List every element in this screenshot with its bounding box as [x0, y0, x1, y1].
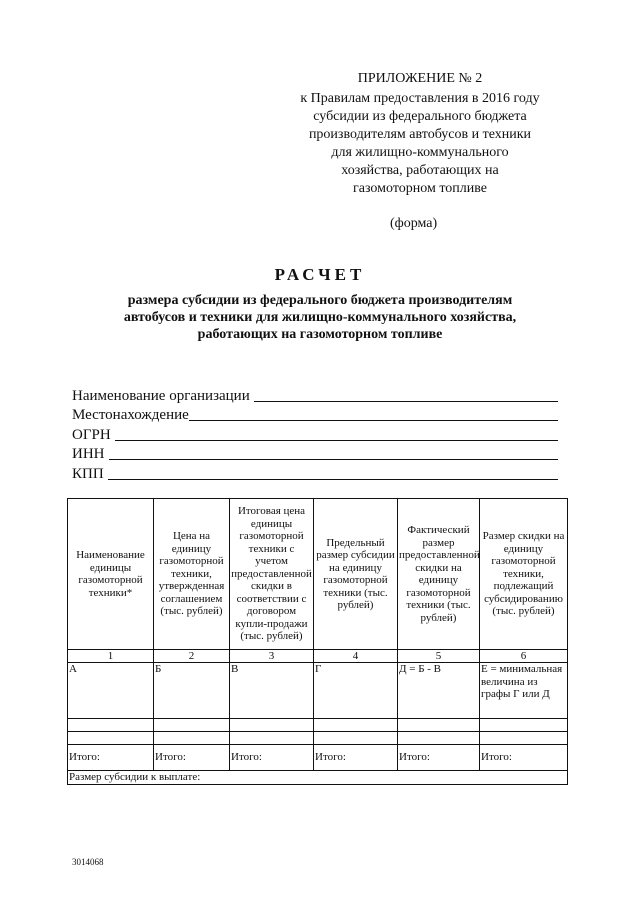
field-location[interactable]: [72, 405, 558, 425]
header-cell: Размер скидки на единицу газомоторной техники, подлежащий субсидированию (тыс. рублей): [480, 499, 568, 650]
calculation-table: [67, 498, 568, 785]
empty-cell[interactable]: [68, 732, 154, 745]
totals-cell: Итого:: [314, 745, 398, 771]
appendix-line: хозяйства, работающих на: [341, 163, 499, 178]
payment-cell[interactable]: Размер субсидии к выплате:: [68, 771, 568, 785]
empty-cell[interactable]: [68, 719, 154, 732]
totals-row: [68, 745, 568, 771]
field-ogrn[interactable]: [72, 424, 558, 444]
table-row-empty: [68, 719, 568, 732]
row-label-cell[interactable]: Г: [314, 663, 398, 719]
totals-cell: Итого:: [154, 745, 230, 771]
appendix-line: производителям автобусов и техники: [308, 127, 532, 142]
appendix-block: [270, 70, 570, 198]
totals-cell: Итого:: [398, 745, 480, 771]
field-label: Наименование организации: [72, 387, 250, 404]
empty-cell[interactable]: [398, 719, 480, 732]
row-label-cell[interactable]: В: [230, 663, 314, 719]
row-label-cell[interactable]: А: [68, 663, 154, 719]
table-row-empty: [68, 732, 568, 745]
fill-line[interactable]: [108, 479, 558, 480]
header-cell: Наименование единицы газомоторной техники*: [68, 499, 154, 650]
column-number: 2: [154, 650, 230, 663]
field-kpp[interactable]: [72, 463, 558, 483]
empty-cell[interactable]: [230, 732, 314, 745]
fill-line[interactable]: [189, 420, 558, 421]
fill-line[interactable]: [254, 401, 558, 402]
field-inn[interactable]: [72, 444, 558, 464]
subtitle-line: работающих на газомоторном топливе: [197, 327, 443, 342]
column-number: 3: [230, 650, 314, 663]
document-code: 3014068: [72, 857, 104, 867]
empty-cell[interactable]: [480, 732, 568, 745]
payment-row: [68, 771, 568, 785]
totals-cell: Итого:: [480, 745, 568, 771]
field-label: КПП: [72, 465, 104, 482]
totals-cell: Итого:: [230, 745, 314, 771]
totals-cell: Итого:: [68, 745, 154, 771]
header-cell: Фактический размер предоставленной скидки на единицу газомоторной техники (тыс. рублей): [398, 499, 480, 650]
field-label: ОГРН: [72, 426, 111, 443]
column-number: 5: [398, 650, 480, 663]
subtitle-line: автобусов и техники для жилищно-коммунального хозяйства,: [123, 310, 517, 325]
header-cell: Цена на единицу газомоторной техники, утвержденная соглашением (тыс. рублей): [154, 499, 230, 650]
fill-line[interactable]: [109, 459, 559, 460]
row-label-cell[interactable]: Е = минимальная величина из графы Г или Д: [480, 663, 568, 719]
subtitle-line: размера субсидии из федерального бюджета производителям: [127, 293, 513, 308]
appendix-line: к Правилам предоставления в 2016 году: [300, 91, 540, 106]
column-number: 4: [314, 650, 398, 663]
column-number-row: [68, 650, 568, 663]
empty-cell[interactable]: [480, 719, 568, 732]
field-label: Местонахождение: [72, 407, 189, 423]
empty-cell[interactable]: [154, 719, 230, 732]
form-note: (форма): [390, 216, 438, 231]
table-row: [68, 663, 568, 719]
appendix-line: для жилищно-коммунального: [331, 145, 509, 160]
column-number: 1: [68, 650, 154, 663]
appendix-heading: ПРИЛОЖЕНИЕ № 2: [357, 71, 483, 86]
field-organization-name[interactable]: [72, 385, 558, 405]
column-number: 6: [480, 650, 568, 663]
header-cell: Итоговая цена единицы газомоторной техники с учетом предоставленной скидки в соответствии с договором купли-продажи (тыс. рублей): [230, 499, 314, 650]
organization-fields: [72, 385, 558, 483]
empty-cell[interactable]: [314, 732, 398, 745]
header-cell: Предельный размер субсидии на единицу газомоторной техники (тыс. рублей): [314, 499, 398, 650]
row-label-cell[interactable]: Д = Б - В: [398, 663, 480, 719]
row-label-cell[interactable]: Б: [154, 663, 230, 719]
empty-cell[interactable]: [314, 719, 398, 732]
appendix-line: газомоторном топливе: [353, 181, 487, 196]
field-label: ИНН: [72, 446, 105, 462]
empty-cell[interactable]: [154, 732, 230, 745]
table-header-row: [68, 499, 568, 650]
empty-cell[interactable]: [230, 719, 314, 732]
empty-cell[interactable]: [398, 732, 480, 745]
fill-line[interactable]: [115, 440, 558, 441]
document-subtitle: [60, 292, 580, 343]
document-title: РАСЧЕТ: [274, 265, 366, 284]
appendix-line: субсидии из федерального бюджета: [313, 109, 527, 124]
